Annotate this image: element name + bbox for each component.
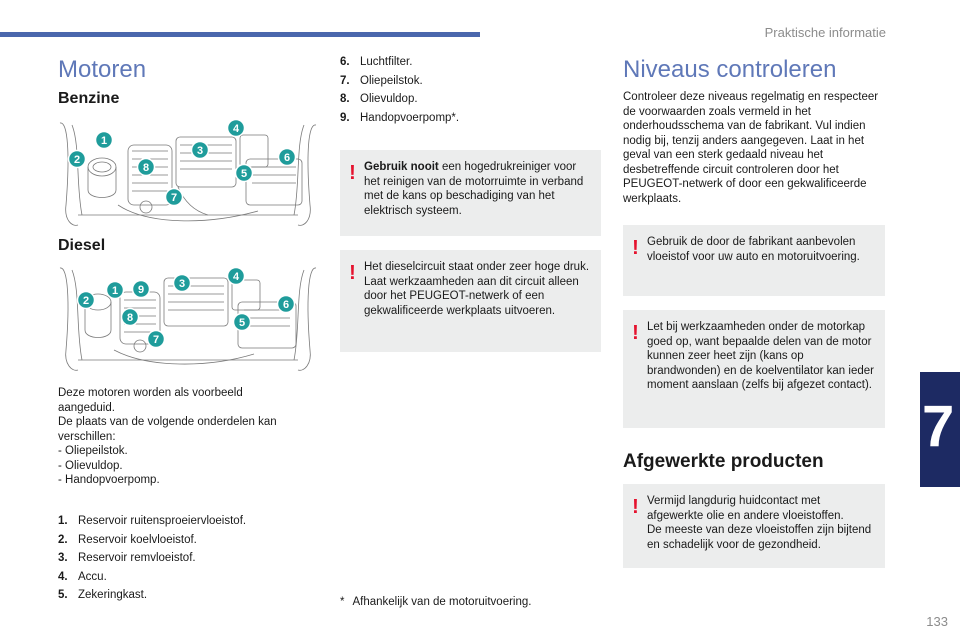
badge-8 <box>138 159 155 176</box>
intro-line: - Oliepeilstok. <box>58 445 128 457</box>
badge-1 <box>107 282 124 299</box>
page-title-motoren: Motoren <box>58 56 147 83</box>
heading-diesel: Diesel <box>58 237 106 254</box>
badge-9 <box>133 281 150 298</box>
warning-icon: ! <box>349 162 356 184</box>
list-item: 8. Olievuldop. <box>340 93 418 105</box>
list-item: 6. Luchtfilter. <box>340 56 413 68</box>
svg-text:6: 6 <box>282 299 290 311</box>
list-item: 9. Handopvoerpomp*. <box>340 111 460 124</box>
badge-2 <box>78 292 95 309</box>
warning-text: Let bij werkzaamheden onder de motorkap goed op, want bepaalde delen van de motor kunnen zeer heet zijn (kans op brandwonden) en de koelventilator kan ieder moment aanslaan (zelfs bij afgezet contact). <box>647 321 874 391</box>
warning-icon: ! <box>632 496 639 518</box>
badge-1 <box>96 132 113 149</box>
list-item: 1. Reservoir ruitensproeiervloeistof. <box>58 515 247 527</box>
warning-hot-engine <box>623 310 885 428</box>
badge-3 <box>174 275 191 292</box>
section-label: Praktische informatie <box>764 25 886 40</box>
svg-text:7: 7 <box>170 192 178 204</box>
list-item: 2. Reservoir koelvloeistof. <box>58 533 197 546</box>
badge-7 <box>166 189 183 206</box>
badge-3 <box>192 142 209 159</box>
warning-used-fluids <box>623 484 885 568</box>
component-list-left <box>58 515 318 608</box>
intro-line: Deze motoren worden als voorbeeld <box>58 387 243 399</box>
svg-text:4: 4 <box>232 123 240 135</box>
diesel-engine-illustration <box>58 262 318 376</box>
svg-text:4: 4 <box>232 271 240 283</box>
svg-text:3: 3 <box>178 278 186 290</box>
svg-text:2: 2 <box>82 295 90 307</box>
warning-text: Gebruik de door de fabrikant aanbevolen vloeistof voor uw auto en motoruitvoering. <box>647 236 860 263</box>
chapter-number: 7 <box>922 394 955 459</box>
intro-line: aangeduid. <box>58 401 115 414</box>
intro-line: verschillen: <box>58 430 116 443</box>
list-item: 7. Oliepeilstok. <box>340 74 423 87</box>
svg-text:1: 1 <box>100 135 108 147</box>
intro-line: De plaats van de volgende onderdelen kan <box>58 416 277 428</box>
warning-text: Gebruik nooit een hogedrukreiniger voor het reinigen van de motorruimte in verband met de kans op beschadiging van het elektrisch systeem. <box>364 161 584 217</box>
svg-text:1: 1 <box>111 285 119 297</box>
badge-4 <box>228 120 245 137</box>
warning-text: Vermijd langdurig huidcontact met afgewerkte olie en andere vloeistoffen. <box>647 495 844 522</box>
benzine-engine-illustration <box>58 115 318 233</box>
page-number: 133 <box>926 614 948 629</box>
footnote: * Afhankelijk van de motoruitvoering. <box>340 596 532 608</box>
badge-2 <box>69 151 86 168</box>
warning-diesel-circuit <box>340 250 601 352</box>
svg-text:5: 5 <box>238 317 246 329</box>
warning-recommended-fluid <box>623 225 885 296</box>
svg-text:8: 8 <box>126 312 134 324</box>
badge-5 <box>234 314 251 331</box>
intro-line: - Handopvoerpomp. <box>58 474 160 486</box>
heading-benzine: Benzine <box>58 90 120 107</box>
chapter-tab <box>920 372 960 487</box>
levels-intro-text: Controleer deze niveaus regelmatig en respecteer de voorwaarden zoals vermeld in het onderhoudsschema van de fabrikant. Vul indien nodig bij, tenzij anders aangegeven. Laat in het geval van een sterk gedaald niveau het desbetreffende circuit controleren door het PEUGEOT-netwerk of door een gekwalificeerde werkplaats. <box>623 91 879 205</box>
svg-text:6: 6 <box>283 152 291 164</box>
badge-8 <box>122 309 139 326</box>
intro-line: - Olievuldop. <box>58 459 123 472</box>
heading-afgewerkte-producten: Afgewerkte producten <box>623 451 824 472</box>
warning-icon: ! <box>632 237 639 259</box>
warning-icon: ! <box>349 262 356 284</box>
list-item: 3. Reservoir remvloeistof. <box>58 552 196 564</box>
header-accent-bar <box>0 32 480 37</box>
engine-intro-text <box>58 386 318 488</box>
warning-icon: ! <box>632 322 639 344</box>
list-item: 5. Zekeringkast. <box>58 589 148 601</box>
svg-text:3: 3 <box>196 145 204 157</box>
badge-5 <box>236 165 253 182</box>
badge-4 <box>228 268 245 285</box>
warning-high-pressure-cleaner <box>340 150 601 236</box>
badge-6 <box>278 296 295 313</box>
list-item: 4. Accu. <box>58 570 107 583</box>
component-list-middle <box>340 56 600 130</box>
svg-text:2: 2 <box>73 154 81 166</box>
svg-text:5: 5 <box>240 168 248 180</box>
warning-text: Laat werkzaamheden aan dit circuit alleen door het PEUGEOT-netwerk of een gekwalificeerde werkplaats uitvoeren. <box>364 275 579 317</box>
heading-niveaus-controleren: Niveaus controleren <box>623 56 837 83</box>
benzine-callouts <box>69 120 296 206</box>
warning-text: Het dieselcircuit staat onder zeer hoge druk. <box>364 261 590 273</box>
svg-text:9: 9 <box>137 284 145 296</box>
badge-7 <box>148 331 165 348</box>
badge-6 <box>279 149 296 166</box>
svg-text:8: 8 <box>142 162 150 174</box>
svg-text:7: 7 <box>152 334 160 346</box>
diesel-callouts <box>78 268 295 348</box>
warning-text: De meeste van deze vloeistoffen zijn bijtend en schadelijk voor de gezondheid. <box>647 524 872 551</box>
